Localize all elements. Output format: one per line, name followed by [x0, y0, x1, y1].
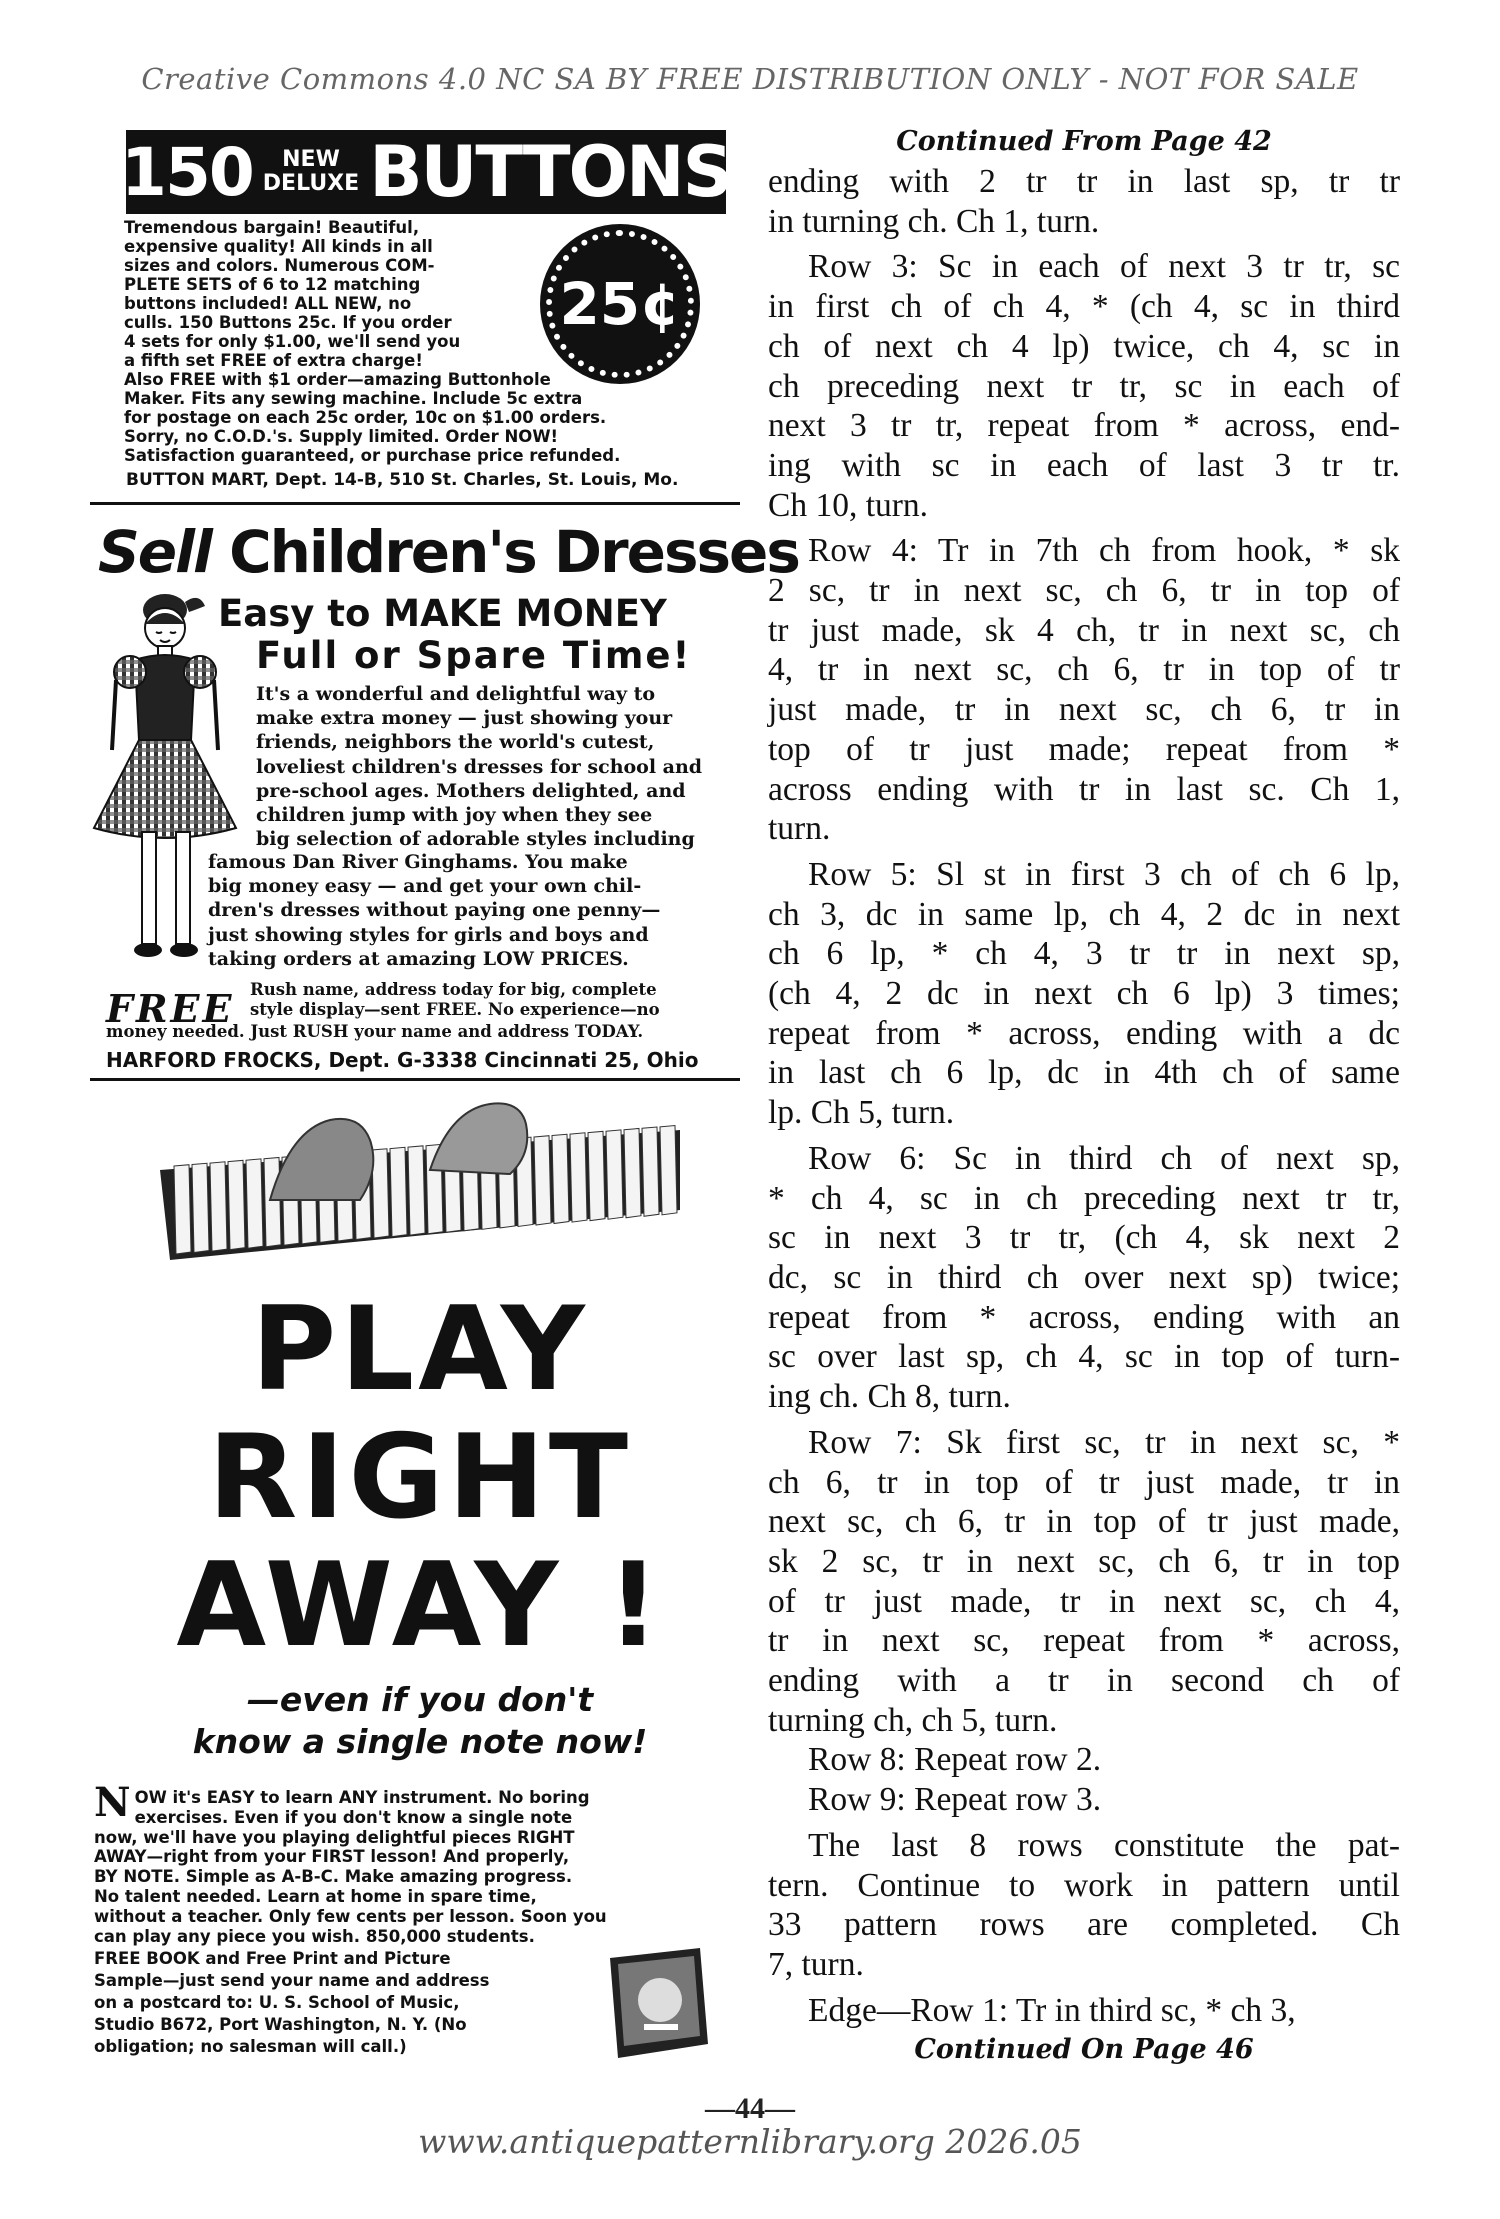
piano-key: [408, 1146, 425, 1235]
pattern-line: The last 8 rows constitute the pat-: [808, 1826, 1400, 1864]
pattern-paragraph: [768, 1780, 1400, 1820]
buttons-line: culls. 150 Buttons 25c. If you order: [124, 313, 452, 332]
free-line: style display—sent FREE. No experience—no: [250, 1000, 660, 1019]
piano-key: [264, 1157, 281, 1246]
banner-big: BUTTONS: [369, 131, 731, 213]
dresses-sub1: Easy to MAKE MONEY: [218, 592, 667, 635]
pattern-line: just made, tr in next sc, ch 6, tr in: [768, 691, 1400, 729]
buttons-line: 4 sets for only $1.00, we'll send you: [124, 332, 461, 351]
piano-key: [606, 1130, 623, 1219]
headline-rest: Children's Dresses: [210, 518, 799, 586]
piano-keyboard-illustration: [160, 1100, 680, 1270]
free-line: money needed. Just RUSH your name and address TODAY.: [106, 1022, 644, 1041]
pattern-paragraph: [768, 1826, 1400, 1985]
pattern-line: repeat from * across, ending with a dc: [768, 1014, 1400, 1052]
music-line: FREE BOOK and Free Print and Picture: [94, 1949, 451, 1968]
pattern-line: tern. Continue to work in pattern until: [768, 1866, 1400, 1904]
pattern-line: next 3 tr tr, repeat from * across, end-: [768, 407, 1400, 445]
piano-key: [588, 1131, 605, 1220]
music-line: Studio B672, Port Washington, N. Y. (No: [94, 2015, 467, 2034]
pattern-line: Edge—Row 1: Tr in third sc, * ch 3,: [808, 1991, 1296, 2029]
banner-small-stack: [263, 148, 359, 196]
dropcap: N: [94, 1779, 131, 1826]
dresses-address: HARFORD FROCKS, Dept. G-3338 Cincinnati 25, Ohio: [106, 1048, 699, 1072]
free-copy: [250, 980, 830, 1020]
pattern-line: Ch 10, turn.: [768, 486, 929, 524]
free-label: FREE: [106, 986, 235, 1031]
price-seal: 25¢: [546, 230, 694, 378]
pattern-line: ing ch. Ch 8, turn.: [768, 1378, 1011, 1416]
piano-key: [534, 1136, 551, 1225]
pattern-line: across ending with tr in last sc. Ch 1,: [768, 770, 1400, 808]
music-line: OW it's EASY to learn ANY instrument. No boring: [134, 1788, 590, 1807]
pattern-line: ing with sc in each of last 3 tr tr.: [768, 446, 1400, 484]
dresses-line: taking orders at amazing LOW PRICES.: [208, 947, 629, 970]
music-line: on a postcard to: U. S. School of Music,: [94, 1993, 460, 2012]
music-body: [94, 1779, 744, 1946]
banner-small-2: DELUXE: [262, 171, 360, 196]
pattern-line: sc in next 3 tr tr, (ch 4, sk next 2: [768, 1219, 1400, 1257]
pattern-line: lp. Ch 5, turn.: [768, 1094, 955, 1132]
pattern-paragraph: [768, 1991, 1400, 2031]
pattern-line: dc, sc in third ch over next sp) twice;: [768, 1258, 1400, 1296]
music-line: without a teacher. Only few cents per lesson. Soon you: [94, 1906, 607, 1926]
free-line: Rush name, address today for big, complete: [250, 980, 657, 999]
buttons-line: a fifth set FREE of extra charge!: [124, 351, 423, 370]
dresses-copy: [256, 682, 826, 851]
pattern-line: 2 sc, tr in next sc, ch 6, tr in top of: [768, 572, 1400, 610]
pattern-line: Row 3: Sc in each of next 3 tr tr, sc: [808, 248, 1400, 286]
dresses-line: big money easy — and get your own chil-: [208, 875, 642, 898]
dresses-line: children jump with joy when they see: [256, 804, 653, 827]
pattern-line: sk 2 sc, tr in next sc, ch 6, tr in top: [768, 1542, 1400, 1580]
pattern-line: 4, tr in next sc, ch 6, tr in top of tr: [768, 651, 1400, 689]
piano-key: [552, 1134, 569, 1223]
dresses-line: make extra money — just showing your: [256, 707, 673, 730]
pattern-line: 7, turn.: [768, 1945, 864, 1983]
pattern-line: Row 4: Tr in 7th ch from hook, * sk: [808, 532, 1400, 570]
dresses-line: just showing styles for girls and boys and: [208, 923, 649, 946]
pattern-line: ending with a tr in second ch of: [768, 1662, 1400, 1700]
pattern-line: ch 6, tr in top of tr just made, tr in: [768, 1463, 1400, 1501]
pattern-line: in first ch of ch 4, * (ch 4, sc in third: [768, 288, 1400, 326]
dresses-sub2: Full or Spare Time!: [256, 634, 692, 677]
piano-key: [210, 1162, 227, 1251]
pattern-paragraph: [768, 247, 1400, 525]
buttons-line: sizes and colors. Numerous COM-: [124, 256, 435, 275]
music-tag1: —even if you don't: [246, 1680, 594, 1719]
piano-key: [174, 1165, 191, 1254]
music-body2: [94, 1948, 614, 2058]
dresses-copy2: [208, 850, 828, 971]
banner-small-1: NEW: [282, 147, 340, 172]
piano-key: [228, 1160, 245, 1249]
pattern-line: Row 6: Sc in third ch of next sp,: [808, 1139, 1400, 1177]
pattern-line: Row 8: Repeat row 2.: [808, 1741, 1102, 1779]
music-line: obligation; no salesman will call.): [94, 2037, 407, 2056]
continued-on: Continued On Page 46: [914, 2034, 1254, 2066]
music-line: can play any piece you wish. 850,000 students.: [94, 1926, 535, 1946]
dresses-line: dren's dresses without paying one penny—: [208, 899, 661, 922]
pattern-line: 33 pattern rows are completed. Ch: [768, 1906, 1400, 1944]
dresses-line: pre-school ages. Mothers delighted, and: [256, 779, 686, 802]
buttons-ad: [90, 130, 740, 490]
pattern-line: of tr just made, tr in next sc, ch 4,: [768, 1582, 1400, 1620]
buttons-line: for postage on each 25c order, 10c on $1.00 orders.: [124, 408, 607, 427]
pattern-line: tr just made, sk 4 ch, tr in next sc, ch: [768, 611, 1400, 649]
dresses-line: It's a wonderful and delightful way to: [256, 683, 656, 705]
piano-key: [372, 1149, 389, 1238]
divider-rule: [90, 1078, 740, 1081]
music-ad: [90, 1100, 750, 2056]
piano-key: [246, 1159, 263, 1248]
pattern-line: tr in next sc, repeat from * across,: [768, 1622, 1400, 1660]
piano-key: [660, 1126, 677, 1215]
play-line3: AWAY !: [176, 1538, 664, 1673]
pattern-line: ch 6 lp, * ch 4, 3 tr tr in next sp,: [768, 935, 1400, 973]
pattern-paragraph: [768, 1740, 1400, 1780]
music-line: AWAY—right from your FIRST lesson! And properly,: [94, 1847, 570, 1867]
pattern-line: * ch 4, sc in ch preceding next tr tr,: [768, 1179, 1400, 1217]
piano-key: [570, 1133, 587, 1222]
music-line: Sample—just send your name and address: [94, 1971, 490, 1990]
pattern-paragraph: [768, 162, 1400, 241]
buttons-line: PLETE SETS of 6 to 12 matching: [124, 275, 421, 294]
pattern-paragraph: [768, 1139, 1400, 1417]
music-line: BY NOTE. Simple as A-B-C. Make amazing progress.: [94, 1867, 573, 1887]
pattern-line: Row 7: Sk first sc, tr in next sc, *: [808, 1423, 1400, 1461]
music-line: now, we'll have you playing delightful pieces RIGHT: [94, 1827, 575, 1847]
piano-key: [642, 1127, 659, 1216]
piano-key: [624, 1128, 641, 1217]
headline-sell: Sell: [98, 518, 211, 586]
dresses-ad: [90, 510, 799, 1072]
divider-rule: [90, 502, 740, 505]
buttons-line: Also FREE with $1 order—amazing Buttonhole: [124, 370, 551, 389]
continued-from: Continued From Page 42: [896, 126, 1272, 157]
dresses-line: friends, neighbors the world's cutest,: [256, 731, 655, 754]
music-line: No talent needed. Learn at home in spare time,: [94, 1886, 537, 1906]
dresses-line: loveliest children's dresses for school and: [256, 755, 703, 778]
pattern-line: Row 5: Sl st in first 3 ch of ch 6 lp,: [808, 855, 1400, 893]
buttons-line: Satisfaction guaranteed, or purchase price refunded.: [124, 446, 621, 465]
pattern-line: (ch 4, 2 dc in next ch 6 lp) 3 times;: [768, 975, 1400, 1013]
pattern-line: ch preceding next tr tr, sc in each of: [768, 367, 1400, 405]
buttons-line: Maker. Fits any sewing machine. Include 5c extra: [124, 389, 583, 408]
pattern-line: top of tr just made; repeat from *: [768, 730, 1400, 768]
buttons-banner: [121, 130, 731, 214]
music-tag2: know a single note now!: [192, 1722, 648, 1761]
pattern-line: sc over last sp, ch 4, sc in top of turn-: [768, 1338, 1400, 1376]
buttons-line: buttons included! ALL NEW, no: [124, 294, 412, 313]
dresses-headline: [98, 518, 799, 586]
pattern-line: Row 9: Repeat row 3.: [808, 1781, 1102, 1819]
pattern-paragraph: [768, 855, 1400, 1133]
pattern-paragraphs: [768, 162, 1400, 2030]
banner-number: 150: [121, 133, 253, 211]
buttons-address: BUTTON MART, Dept. 14-B, 510 St. Charles, St. Louis, Mo.: [126, 470, 679, 490]
buttons-line: Tremendous bargain! Beautiful,: [124, 218, 420, 237]
pattern-line: repeat from * across, ending with an: [768, 1298, 1400, 1336]
pattern-line: in last ch 6 lp, dc in 4th ch of same: [768, 1054, 1400, 1092]
pattern-line: ch 3, dc in same lp, ch 4, 2 dc in next: [768, 895, 1400, 933]
book-illustration: [604, 1948, 714, 2060]
pattern-line: ch of next ch 4 lp) twice, ch 4, sc in: [768, 327, 1400, 365]
dresses-line: big selection of adorable styles including: [256, 828, 695, 851]
pattern-line: next sc, ch 6, tr in top of tr just made,: [768, 1503, 1400, 1541]
pattern-line: in turning ch. Ch 1, turn.: [768, 202, 1100, 240]
piano-key: [390, 1147, 407, 1236]
license-watermark: Creative Commons 4.0 NC SA BY FREE DISTRIBUTION ONLY - NOT FOR SALE: [141, 62, 1359, 96]
pattern-column: [768, 122, 1400, 2070]
pattern-line: ending with 2 tr tr in last sp, tr tr: [768, 163, 1400, 200]
play-line2: RIGHT: [208, 1410, 632, 1545]
pattern-line: turn.: [768, 810, 831, 848]
pattern-line: turning ch, ch 5, turn.: [768, 1701, 1058, 1739]
page-number: —44—: [705, 2092, 795, 2125]
footer-url: www.antiquepatternlibrary.org 2026.05: [418, 2122, 1082, 2161]
music-line: exercises. Even if you don't know a single note: [134, 1807, 573, 1827]
buttons-line: Sorry, no C.O.D.'s. Supply limited. Order NOW!: [124, 427, 559, 446]
free-copy-last: [106, 1022, 826, 1042]
dresses-line: famous Dan River Ginghams. You make: [208, 851, 628, 873]
play-line1: PLAY: [251, 1282, 589, 1417]
piano-key: [192, 1163, 209, 1252]
pattern-paragraph: [768, 531, 1400, 849]
buttons-line: expensive quality! All kinds in all: [124, 237, 433, 256]
pattern-paragraph: [768, 1423, 1400, 1741]
